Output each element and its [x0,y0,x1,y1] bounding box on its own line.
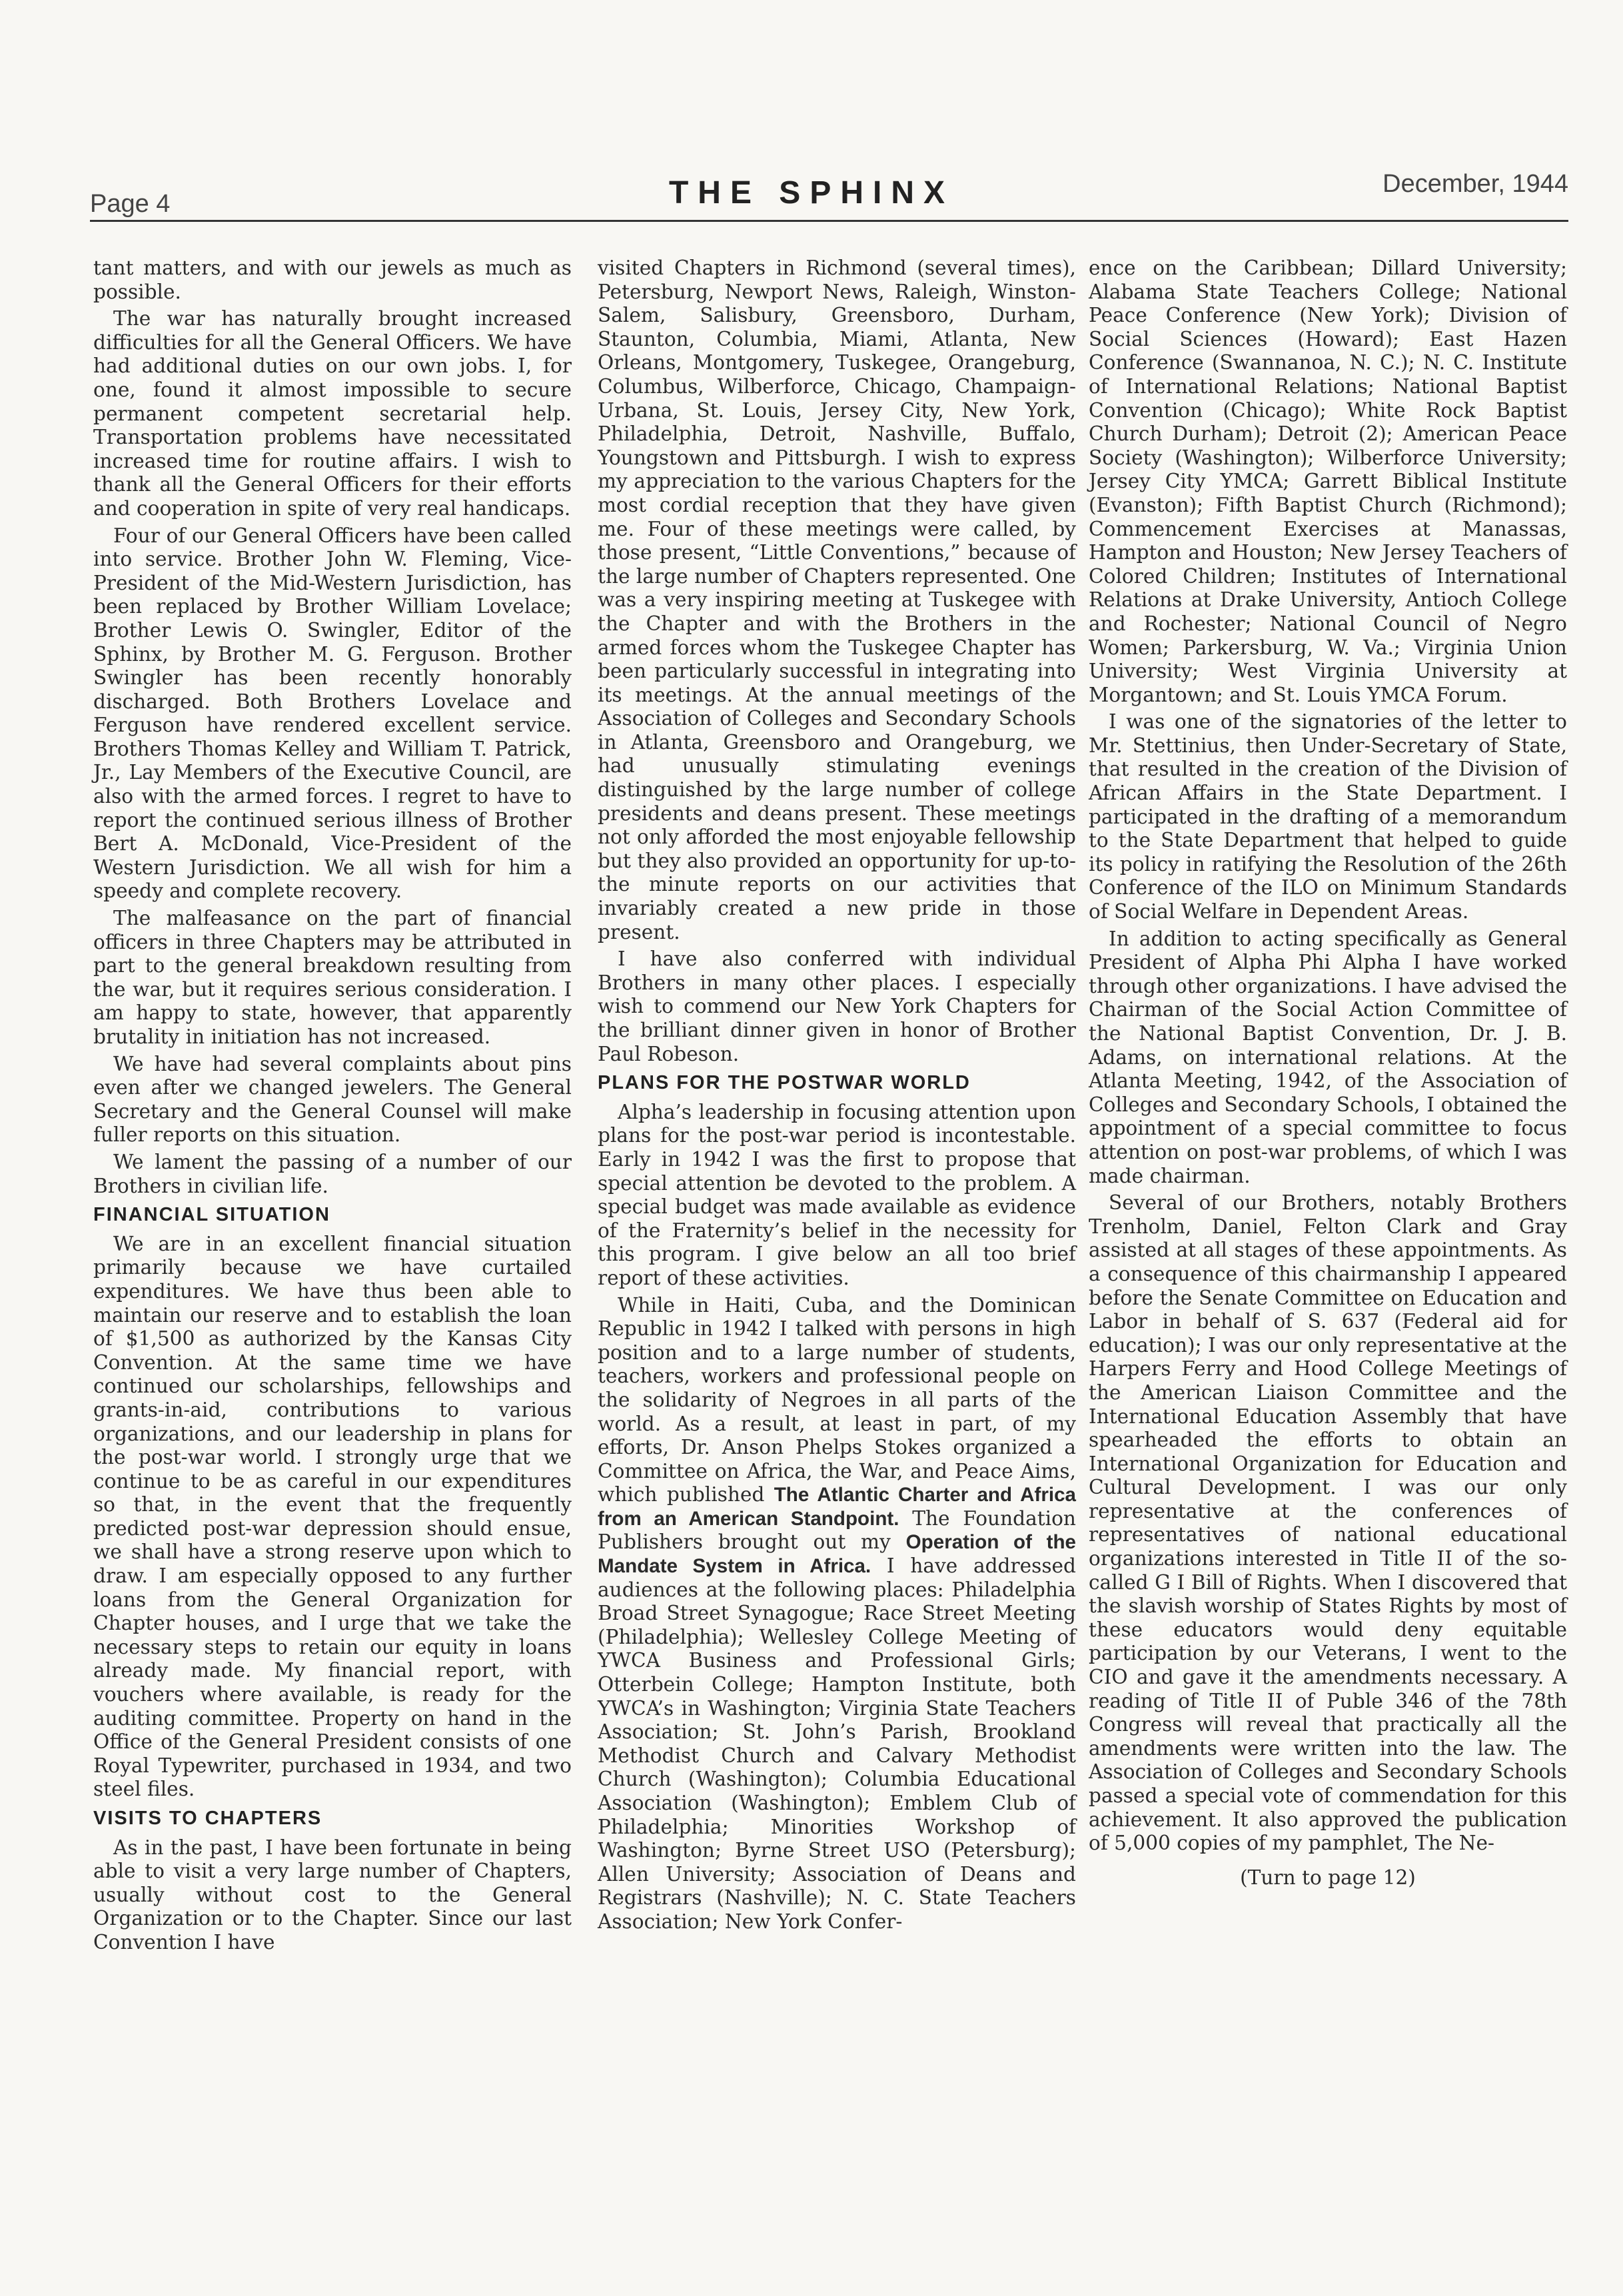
section-heading-financial: FINANCIAL SITUATION [93,1204,330,1226]
paragraph: The malfeasance on the part of financial officers in three Chapters may be attributed in part to the general breakdown resulting from the war, but it requires serious consideration. I am happy to state, however, that apparently brutality in initiation has not increased. [93,907,572,1048]
paragraph-text: I have addressed audiences at the following places: Philadelphia Broad Street Synagogue; Race Street Meeting (Philadelphia); Wellesley College Meeting of YWCA Business and Professional Girls; Otterbein College; Hampton Institute, both YWCA’s in Washington; Virginia State Teachers Association; St. John’s Parish, Brookland Methodist Church and Calvary Methodist Church (Washington); Columbia Educational Association (Washington); Emblem Club of Philadelphia; Minorities Workshop of Washington; Byrne Street USO (Petersburg); Allen University; Association of Deans and Registrars (Nashville); N. C. State Teachers Association; New York Confer- [598,1554,1076,1933]
paragraph: The war has naturally brought increased difficulties for all the General Officers. We have had additional duties on our own jobs. I, for one, found it almost impossible to secure permanent competent secretarial help. Transportation problems have necessitated increased time for routine affairs. I wish to thank all the General Officers for their efforts and cooperation in spite of very real handicaps. [93,307,572,520]
paragraph: I have also conferred with individual Brothers in many other places. I especially wish to commend our New York Chapters for the brilliant dinner given in honor of Brother Paul Robeson. [598,947,1076,1065]
header-rule [90,220,1568,222]
issue-date: December, 1944 [1382,170,1568,198]
paragraph [598,1294,1076,1934]
column-1 [93,257,572,1958]
paragraph: Four of our General Officers have been called into service. Brother John W. Fleming, Vice-President of the Mid-Western Jurisdiction, has been replaced by Brother William Lovelace; Brother Lewis O. Swingler, Editor of the Sphinx, by Brother M. G. Ferguson. Brother Swingler has been recently honorably discharged. Both Brothers Lovelace and Ferguson have rendered excellent service. Brothers Thomas Kelley and William T. Patrick, Jr., Lay Members of the Executive Council, are also with the armed forces. I regret to have to report the continued serious illness of Brother Bert A. McDonald, Vice-President of the Western Jurisdiction. We all wish for him a speedy and complete recovery. [93,524,572,903]
paragraph: I was one of the signatories of the letter to Mr. Stettinius, then Under-Secretary of State, that resulted in the creation of the Division of African Affairs in the State Department. I participated in the drafting of a memorandum to the State Department that helped to guide its policy in ratifying the Resolution of the 26th Conference of the ILO on Minimum Standards of Social Welfare in Dependent Areas. [1089,710,1567,923]
masthead-title: THE SPHINX [668,175,955,211]
publication-title: Operation of the Mandate System in Africa. [598,1531,1076,1578]
column-3 [1089,257,1567,1893]
paragraph: tant matters, and with our jewels as much as possible. [93,257,572,303]
page-number: Page 4 [90,190,171,218]
paragraph-text: The Foundation Publishers brought out my [598,1506,1076,1554]
paragraph: As in the past, I have been fortunate in being able to visit a very large number of Chapters, usually without cost to the General Organization or to the Chapter. Since our last Convention I have [93,1836,572,1954]
publication-title: The Atlantic Charter and Africa from an American Standpoint. [598,1484,1076,1530]
section-heading-plans: PLANS FOR THE POSTWAR WORLD [598,1072,971,1094]
section-heading-visits: VISITS TO CHAPTERS [93,1808,322,1829]
continuation-note: (Turn to page 12) [1240,1866,1416,1889]
paragraph: Several of our Brothers, notably Brothers Trenholm, Daniel, Felton Clark and Gray assisted at all stages of these appointments. As a consequence of this chairmanship I appeared before the Senate Committee on Education and Labor in behalf of S. 637 (Federal aid for education); I was our only representative at the Harpers Ferry and Hood College Meetings of the American Liaison Committee and the International Education Assembly that have spearheaded the efforts to obtain an International Organization for Education and Cultural Development. I was our only representative at the conferences of representatives of national educational organizations interested in Title II of the so-called G I Bill of Rights. When I discovered that the slavish worship of States Rights by most of these educators would deny equitable participation by our Veterans, I went to the CIO and gave it the amendments necessary. A reading of Title II of Puble 346 of the 78th Congress will reveal that practically all the amendments were written into the law. The Association of Colleges and Secondary Schools passed a special vote of commendation for this achievement. It also approved the publication of 5,000 copies of my pamphlet, The Ne- [1089,1191,1567,1855]
paragraph: visited Chapters in Richmond (several times), Petersburg, Newport News, Raleigh, Winston-Salem, Salisbury, Greensboro, Durham, Staunton, Columbia, Miami, Atlanta, New Orleans, Montgomery, Tuskegee, Orangeburg, Columbus, Wilberforce, Chicago, Champaign-Urbana, St. Louis, Jersey City, New York, Philadelphia, Detroit, Nashville, Buffalo, Youngstown and Pittsburgh. I wish to express my appreciation to the various Chapters for the most cordial reception that they have given me. Four of these meetings were called, by those present, “Little Conventions,” because of the large number of Chapters represented. One was a very inspiring meeting at Tuskegee with the Chapter and with the Brothers in the armed forces whom the Tuskegee Chapter has been particularly successful in integrating into its meetings. At the annual meetings of the Association of Colleges and Secondary Schools in Atlanta, Greensboro and Orangeburg, we had unusually stimulating evenings distinguished by the large number of college presidents and deans present. These meetings not only afforded the most enjoyable fellowship but they also provided an opportunity for up-to-the minute reports on our activities that invariably created a new pride in those present. [598,257,1076,943]
paragraph: We have had several complaints about pins even after we changed jewelers. The General Secretary and the General Counsel will make fuller reports on this situation. [93,1052,572,1147]
paragraph: We lament the passing of a number of our Brothers in civilian life. [93,1150,572,1197]
paragraph: In addition to acting specifically as General President of Alpha Phi Alpha I have worked through other organizations. I have advised the Chairman of the Social Action Committee of the National Baptist Convention, Dr. J. B. Adams, on international relations. At the Atlanta Meeting, 1942, of the Association of Colleges and Secondary Schools, I obtained the appointment of a special committee to focus attention on post-war problems, of which I was made chairman. [1089,927,1567,1187]
paragraph: ence on the Caribbean; Dillard University; Alabama State Teachers College; National Peace Conference (New York); Division of Social Sciences (Howard); East Hazen Conference (Swannanoa, N. C.); N. C. Institute of International Relations; National Baptist Convention (Chicago); White Rock Baptist Church Durham); Detroit (2); American Peace Society (Washington); Wilberforce University; Jersey City YMCA; Garrett Biblical Institute (Evanston); Fifth Baptist Church (Richmond); Commencement Exercises at Manassas, Hampton and Houston; New Jersey Teachers of Colored Children; Institutes of International Relations at Drake University, Antioch College and Rochester; National Council of Negro Women; Parkersburg, W. Va.; Virginia Union University; West Virginia University at Morgantown; and St. Louis YMCA Forum. [1089,257,1567,706]
paragraph: We are in an excellent financial situation primarily because we have curtailed expenditures. We have thus been able to maintain our reserve and to establish the loan of $1,500 as authorized by the Kansas City Convention. At the same time we have continued our scholarships, fellowships and grants-in-aid, contributions to various organizations, and our leadership in plans for the post-war world. I strongly urge that we continue to be as careful in our expenditures so that, in the event that the frequently predicted post-war depression should ensue, we shall have a strong reserve upon which to draw. I am especially opposed to any further loans from the General Organization for Chapter houses, and I urge that we take the necessary steps to retain our equity in loans already made. My financial report, with vouchers where available, is ready for the auditing committee. Property on hand in the Office of the General President consists of one Royal Typewriter, purchased in 1934, and two steel files. [93,1232,572,1801]
column-2 [598,257,1076,1938]
paragraph: Alpha’s leadership in focusing attention upon plans for the post-war period is incontestable. Early in 1942 I was the first to propose that special attention be devoted to the problem. A special budget was made available as evidence of the Fraternity’s belief in the necessity for this program. I give below an all too brief report of these activities. [598,1100,1076,1289]
paragraph-text: While in Haiti, Cuba, and the Dominican Republic in 1942 I talked with persons in high position and to a large number of students, teachers, workers and professional people on the solidarity of Negroes in all parts of the world. As a result, at least in part, of my efforts, Dr. Anson Phelps Stokes organized a Committee on Africa, the War, and Peace Aims, which published [598,1293,1076,1506]
